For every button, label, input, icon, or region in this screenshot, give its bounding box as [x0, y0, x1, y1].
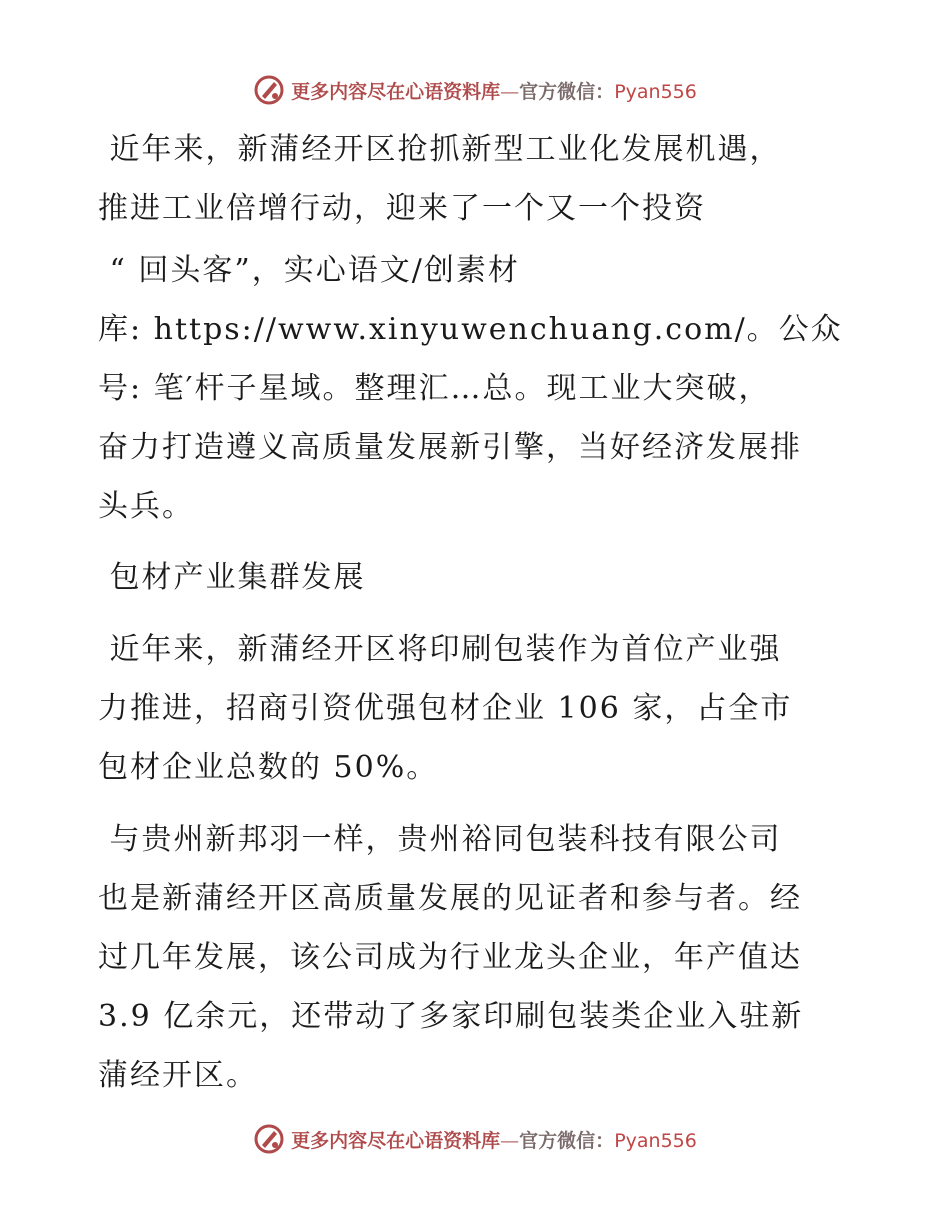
- text-line: 近年来，新蒲经开区抢抓新型工业化发展机遇，: [98, 132, 782, 167]
- banner-main-text: 更多内容尽在心语资料库: [291, 1129, 501, 1152]
- paragraph-intro: [98, 120, 858, 238]
- text-line: 奋力打造遵义高质量发展新引擎，当好经济发展排: [98, 430, 802, 465]
- paragraph-promo: [98, 241, 858, 536]
- banner-dash: —: [500, 1129, 520, 1152]
- text-line: 力推进，招商引资优强包材企业 106 家，占全市: [98, 691, 793, 726]
- text-line: “ 回头客”，实心语文/创素材: [98, 253, 520, 288]
- banner-dash: —: [500, 80, 520, 103]
- text-line: 过几年发展，该公司成为行业龙头企业，年产值达: [98, 940, 802, 975]
- text-line: 头兵。: [98, 489, 194, 524]
- text-line: 3.9 亿余元，还带动了多家印刷包装类企业入驻新: [98, 999, 804, 1034]
- text-line: 也是新蒲经开区高质量发展的见证者和参与者。经: [98, 881, 802, 916]
- text-line: 包材企业总数的 50%。: [98, 750, 439, 785]
- banner-text: [291, 77, 697, 104]
- brand-logo-icon: [253, 74, 285, 106]
- banner-main-text: 更多内容尽在心语资料库: [291, 80, 501, 103]
- text-line: 库: https://www.xinyuwenchuang.com/。公众: [98, 312, 843, 347]
- text-line: 包材产业集群发展: [98, 560, 366, 595]
- section-heading: [98, 548, 858, 607]
- header-watermark-banner: [0, 70, 950, 110]
- document-body: [98, 120, 858, 1105]
- brand-logo-icon: [253, 1123, 285, 1155]
- text-line: 推进工业倍增行动，迎来了一个又一个投资: [98, 191, 706, 226]
- text-line: 蒲经开区。: [98, 1058, 258, 1093]
- banner-wechat-handle: Pyan556: [614, 80, 697, 103]
- banner-text: [291, 1126, 697, 1153]
- text-line: 号: 笔′杆子星域。整理汇…总。现工业大突破，: [98, 371, 771, 406]
- banner-official-label: 官方微信：: [519, 1129, 615, 1152]
- paragraph-yuto: [98, 810, 858, 1105]
- paragraph-packaging: [98, 620, 858, 797]
- text-line: 近年来，新蒲经开区将印刷包装作为首位产业强: [98, 632, 782, 667]
- footer-watermark-banner: [0, 1119, 950, 1159]
- banner-official-label: 官方微信：: [519, 80, 615, 103]
- banner-wechat-handle: Pyan556: [614, 1129, 697, 1152]
- text-line: 与贵州新邦羽一样，贵州裕同包装科技有限公司: [98, 822, 782, 857]
